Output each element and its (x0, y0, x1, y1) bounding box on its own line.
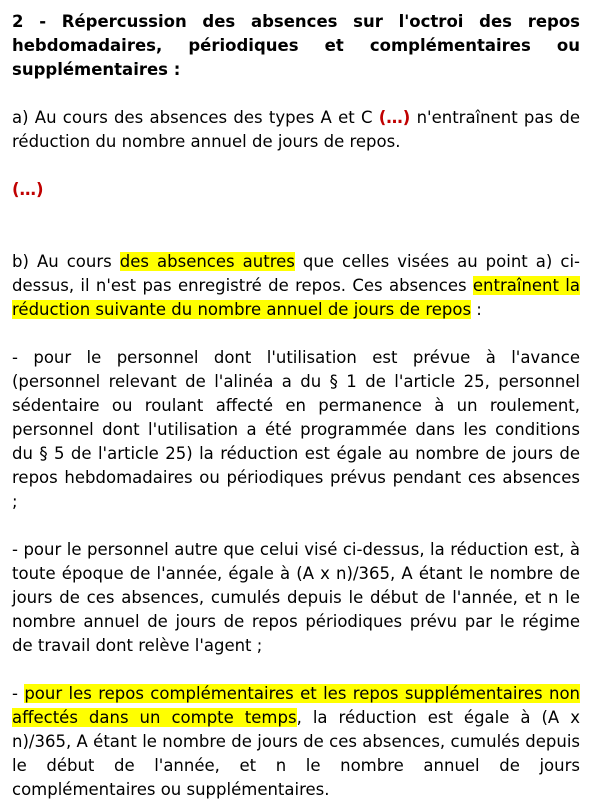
bullet-planned-personnel: - pour le personnel dont l'utilisation est prévue à l'avance (personnel relevant de l'alinéa a du § 1 de l'article 25, personnel sédentaire ou roulant affecté en permanence à un roulement, personnel dont l'utilisation a été programmée dans les conditions du § 5 de l'article 25) la réduction est égale au nombre de jours de repos hebdomadaires ou périodiques prévus pendant ces absences ; (12, 348, 580, 511)
highlight-complementary-rest: pour les repos complémentaires et les repos supplémentaires non affectés dans un compte temps (12, 684, 581, 727)
paragraph-a-text-end: n'entraînent pas de réduction du nombre annuel de jours de repos. (12, 108, 580, 151)
bullet-complementary-rest (12, 682, 580, 802)
highlight-reduction: entraînent la réduction suivante du nombre annuel de jours de repos (12, 276, 580, 319)
bullet-other-personnel: - pour le personnel autre que celui visé ci-dessus, la réduction est, à toute époque de l'année, égale à (A x n)/365, A étant le nombre de jours de ces absences, cumulés depuis le début de l'année, et n le nombre annuel de jours de repos périodiques prévu par le régime de travail dont relève l'agent ; (12, 540, 580, 655)
section-title: 2 - Répercussion des absences sur l'octroi des repos hebdomadaires, périodiques et complémentaires ou supplémentaires : (12, 12, 580, 79)
paragraph-b-text-1: b) Au cours (12, 252, 120, 271)
document-body (12, 0, 580, 802)
paragraph-a (12, 106, 580, 154)
highlight-other-absences: des absences autres (119, 252, 295, 271)
omission-marker: (…) (12, 180, 44, 199)
paragraph-b (12, 250, 580, 322)
bullet-complementary-rest-text: , la réduction est égale à (A x n)/365, A étant le nombre de jours de ces absences, cumulés depuis le début de l'année, et n le nombre annuel de jours complémentaires ou supplémentaires. (12, 708, 580, 799)
paragraph-a-text-start: a) Au cours des absences des types A et C (12, 108, 379, 127)
paragraph-b-text-3: : (471, 300, 482, 319)
paragraph-b-text-2: que celles visées au point a) ci-dessus, il n'est pas enregistré de repos. Ces absences (12, 252, 580, 295)
ellipsis-marker: (…) (378, 108, 411, 127)
bullet-dash: - (12, 684, 25, 703)
